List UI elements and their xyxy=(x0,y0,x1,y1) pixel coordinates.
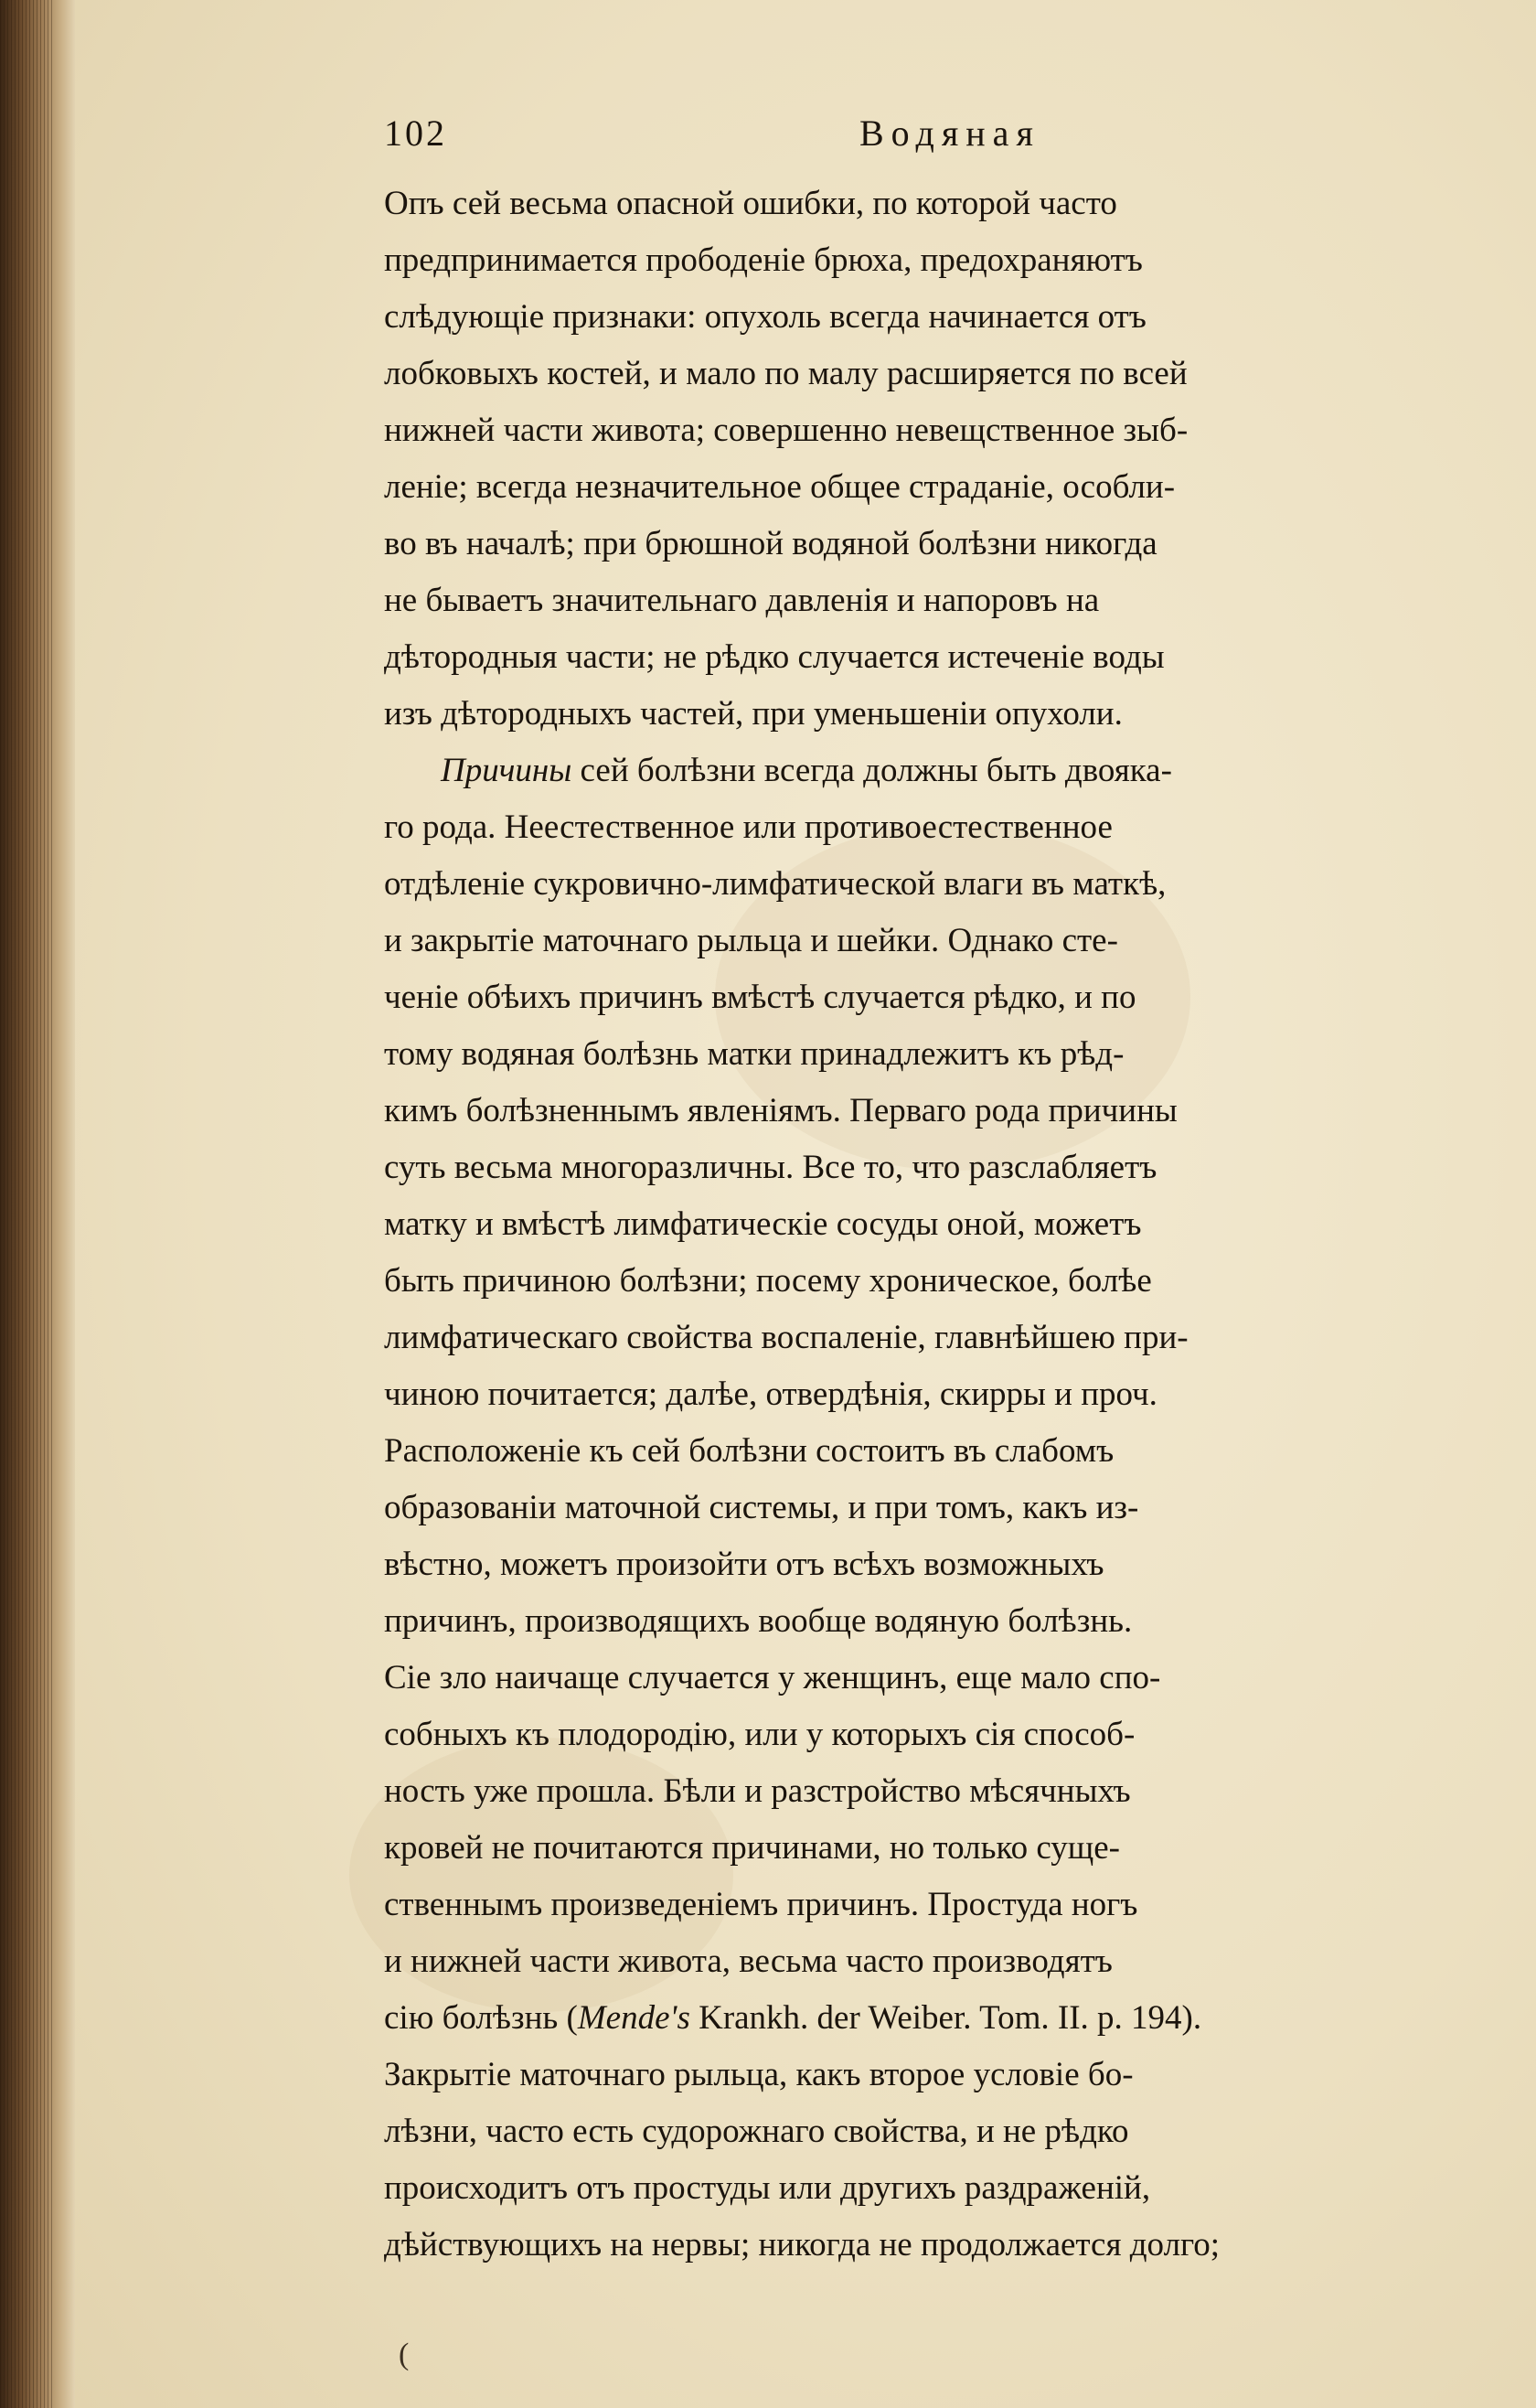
text-line: происходитъ отъ простуды или другихъ раздраженій, xyxy=(384,2169,1151,2207)
text-line: вѣстно, можетъ произойти отъ всѣхъ возможныхъ xyxy=(384,1546,1104,1583)
body-text xyxy=(384,176,1518,2274)
text-line: Закрытіе маточнаго рыльца, какъ второе условіе бо- xyxy=(384,2056,1134,2093)
text-line: собныхъ къ плодородію, или у которыхъ сія способ- xyxy=(384,1716,1136,1753)
text-line: сію болѣзнь (Mende's Krankh. der Weiber. Tom. II. p. 194). xyxy=(384,1999,1202,2037)
text-line: кровей не почитаются причинами, но только суще- xyxy=(384,1829,1120,1867)
text-line: кимъ болѣзненнымъ явленіямъ. Перваго рода причины xyxy=(384,1092,1178,1129)
text-line: и закрытіе маточнаго рыльца и шейки. Однако сте- xyxy=(384,922,1118,959)
text-line: слѣдующіе признаки: опухоль всегда начинается отъ xyxy=(384,298,1147,336)
italic-term: Причины xyxy=(441,752,572,789)
running-title: Водяная xyxy=(859,112,1040,154)
page-footer-mark: ( xyxy=(399,2338,410,2371)
text-line: леніе; всегда незначительное общее страданіе, особли- xyxy=(384,468,1176,506)
text-line: лѣзни, часто есть судорожнаго свойства, и не рѣдко xyxy=(384,2113,1129,2150)
text-line: матку и вмѣстѣ лимфатическіе сосуды оной, можетъ xyxy=(384,1205,1142,1243)
page-number: 102 xyxy=(384,112,447,154)
text-line: во въ началѣ; при брюшной водяной болѣзни никогда xyxy=(384,525,1157,562)
text-line: тому водяная болѣзнь матки принадлежитъ къ рѣд- xyxy=(384,1035,1125,1073)
text-line: отдѣленіе сукровично-лимфатической влаги въ маткѣ, xyxy=(384,865,1167,903)
text-line: дѣйствующихъ на нервы; никогда не продолжается долго; xyxy=(384,2226,1221,2264)
text-line: дѣтородныя части; не рѣдко случается истеченіе воды xyxy=(384,638,1165,676)
text-line: ственнымъ произведеніемъ причинъ. Простуда ногъ xyxy=(384,1886,1138,1923)
text-line: ность уже прошла. Бѣли и разстройство мѣсячныхъ xyxy=(384,1772,1131,1810)
italic-term: Mende's xyxy=(577,1999,690,2037)
text-line: Сіе зло наичаще случается у женщинъ, еще мало спо- xyxy=(384,1659,1161,1696)
text-line: нижней части живота; совершенно невещственное зыб- xyxy=(384,412,1189,449)
text-line: чиною почитается; далѣе, отвердѣнія, скирры и проч. xyxy=(384,1375,1157,1413)
text-line: лобковыхъ костей, и мало по малу расширяется по всей xyxy=(384,355,1188,392)
text-line: образованіи маточной системы, и при томъ, какъ из- xyxy=(384,1489,1139,1526)
text-line: изъ дѣтородныхъ частей, при уменьшеніи опухоли. xyxy=(384,695,1123,733)
book-page-edge xyxy=(0,0,75,2408)
page-edge-texture xyxy=(0,0,55,2408)
text-line: Причины сей болѣзни всегда должны быть двояка- xyxy=(441,752,1172,789)
text-line: Опъ сей весьма опасной ошибки, по которой часто xyxy=(384,185,1117,222)
text-line: не бываетъ значительнаго давленія и напоровъ на xyxy=(384,582,1100,619)
text-line: быть причиною болѣзни; посему хроническое, болѣе xyxy=(384,1262,1152,1300)
page-header xyxy=(384,99,1527,163)
text-line: лимфатическаго свойства воспаленіе, главнѣйшею при- xyxy=(384,1319,1189,1356)
text-line: причинъ, производящихъ вообще водяную болѣзнь. xyxy=(384,1602,1133,1640)
text-line: и нижней части живота, весьма часто производятъ xyxy=(384,1942,1113,1980)
text-line: суть весьма многоразличны. Все то, что разслабляетъ xyxy=(384,1149,1157,1186)
text-line: Расположеніе къ сей болѣзни состоитъ въ слабомъ xyxy=(384,1432,1115,1470)
text-line: предпринимается прободеніе брюха, предохраняютъ xyxy=(384,241,1143,279)
text-line: го рода. Неестественное или противоестественное xyxy=(384,808,1113,846)
text-line: ченіе обѣихъ причинъ вмѣстѣ случается рѣдко, и по xyxy=(384,979,1136,1016)
